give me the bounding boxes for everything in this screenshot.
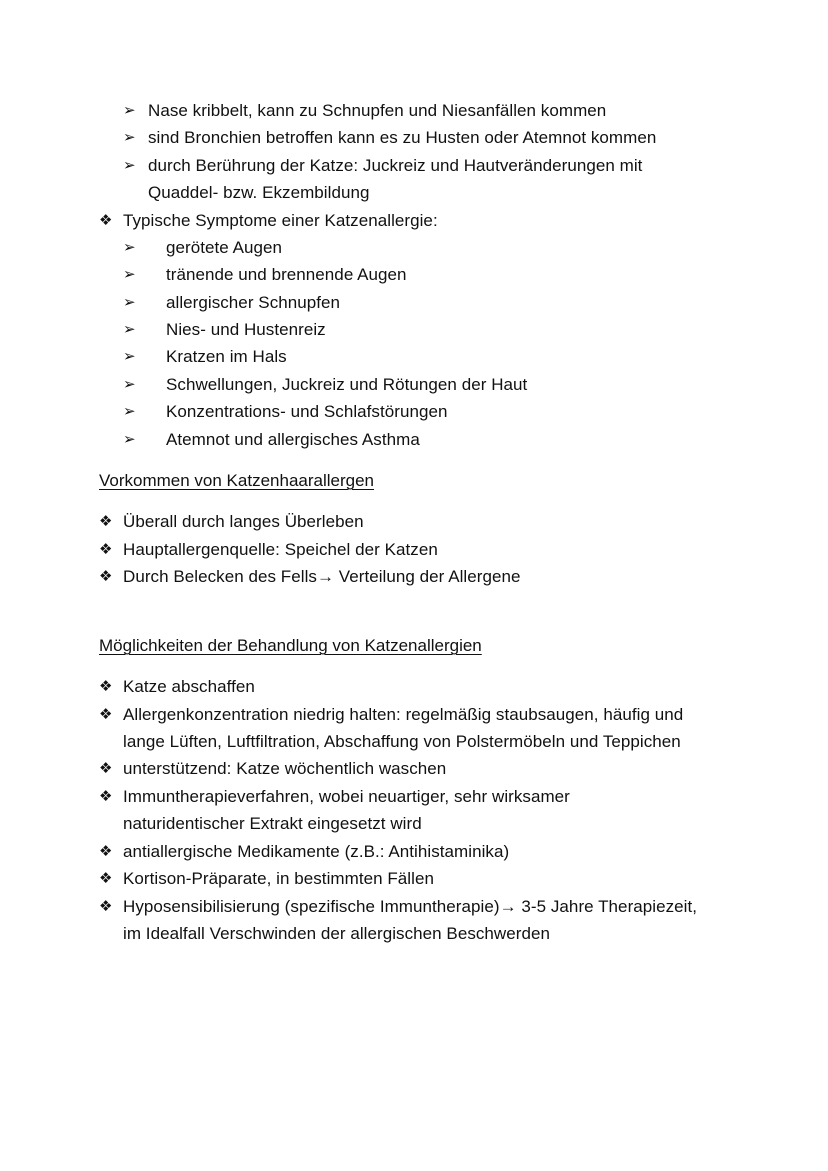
diamond-bullet-icon: ❖ bbox=[99, 513, 113, 530]
symptom-item: allergischer Schnupfen bbox=[166, 293, 341, 312]
arrow-bullet-icon: ➢ bbox=[123, 431, 136, 448]
list-item: Nase kribbelt, kann zu Schnupfen und Niesanfällen kommen bbox=[148, 101, 607, 120]
treatment-item: Allergenkonzentration niedrig halten: regelmäßig staubsaugen, häufig und bbox=[123, 705, 684, 724]
treatment-item: Hyposensibilisierung (spezifische Immuntherapie)→ 3-5 Jahre Therapiezeit, bbox=[123, 897, 698, 916]
diamond-bullet-icon: ❖ bbox=[99, 788, 113, 805]
arrow-bullet-icon: ➢ bbox=[123, 294, 136, 311]
diamond-bullet-icon: ❖ bbox=[99, 898, 113, 915]
arrow-bullet-icon: ➢ bbox=[123, 266, 136, 283]
arrow-bullet-icon: ➢ bbox=[123, 348, 136, 365]
arrow-bullet-icon: ➢ bbox=[123, 129, 136, 146]
treatment-item: Kortison-Präparate, in bestimmten Fällen bbox=[123, 869, 434, 888]
symptom-item: Schwellungen, Juckreiz und Rötungen der Haut bbox=[166, 375, 528, 394]
arrow-bullet-icon: ➢ bbox=[123, 157, 136, 174]
treatment-item-continuation: naturidentischer Extrakt eingesetzt wird bbox=[123, 814, 422, 833]
treatment-item: antiallergische Medikamente (z.B.: Antihistaminika) bbox=[123, 842, 510, 861]
section-heading-treatment: Möglichkeiten der Behandlung von Katzenallergien bbox=[99, 636, 482, 655]
arrow-bullet-icon: ➢ bbox=[123, 403, 136, 420]
arrow-bullet-icon: ➢ bbox=[123, 102, 136, 119]
list-item: durch Berührung der Katze: Juckreiz und Hautveränderungen mit bbox=[148, 156, 643, 175]
occurrence-item: Hauptallergenquelle: Speichel der Katzen bbox=[123, 540, 438, 559]
arrow-bullet-icon: ➢ bbox=[123, 376, 136, 393]
diamond-bullet-icon: ❖ bbox=[99, 568, 113, 585]
section-heading-occurrence: Vorkommen von Katzenhaarallergen bbox=[99, 471, 374, 490]
symptom-item: gerötete Augen bbox=[166, 238, 283, 257]
treatment-item: unterstützend: Katze wöchentlich waschen bbox=[123, 759, 447, 778]
symptom-item: Nies- und Hustenreiz bbox=[166, 320, 326, 339]
symptom-item: Konzentrations- und Schlafstörungen bbox=[166, 402, 448, 421]
symptom-item: Kratzen im Hals bbox=[166, 347, 287, 366]
diamond-bullet-icon: ❖ bbox=[99, 678, 113, 695]
symptoms-title: Typische Symptome einer Katzenallergie: bbox=[123, 211, 438, 230]
diamond-bullet-icon: ❖ bbox=[99, 212, 113, 229]
occurrence-item: Durch Belecken des Fells→ Verteilung der Allergene bbox=[123, 567, 521, 586]
diamond-bullet-icon: ❖ bbox=[99, 870, 113, 887]
treatment-item-continuation: im Idealfall Verschwinden der allergischen Beschwerden bbox=[123, 924, 550, 943]
symptom-item: Atemnot und allergisches Asthma bbox=[166, 430, 420, 449]
diamond-bullet-icon: ❖ bbox=[99, 760, 113, 777]
diamond-bullet-icon: ❖ bbox=[99, 843, 113, 860]
list-item: sind Bronchien betroffen kann es zu Husten oder Atemnot kommen bbox=[148, 128, 657, 147]
diamond-bullet-icon: ❖ bbox=[99, 541, 113, 558]
arrow-bullet-icon: ➢ bbox=[123, 239, 136, 256]
arrow-bullet-icon: ➢ bbox=[123, 321, 136, 338]
list-item-continuation: Quaddel- bzw. Ekzembildung bbox=[148, 183, 370, 202]
treatment-item: Immuntherapieverfahren, wobei neuartiger, sehr wirksamer bbox=[123, 787, 570, 806]
treatment-item: Katze abschaffen bbox=[123, 677, 255, 696]
diamond-bullet-icon: ❖ bbox=[99, 706, 113, 723]
symptom-item: tränende und brennende Augen bbox=[166, 265, 407, 284]
treatment-item-continuation: lange Lüften, Luftfiltration, Abschaffung von Polstermöbeln und Teppichen bbox=[123, 732, 681, 751]
occurrence-item: Überall durch langes Überleben bbox=[123, 512, 364, 531]
